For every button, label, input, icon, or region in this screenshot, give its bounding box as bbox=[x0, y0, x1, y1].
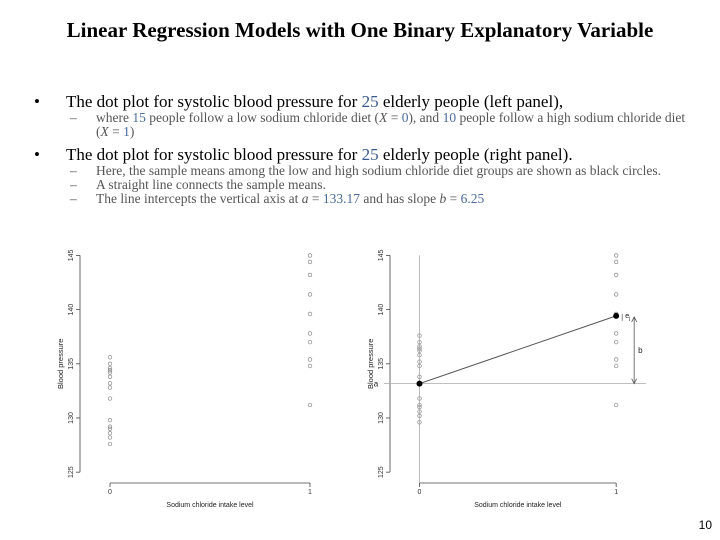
slope-label: b bbox=[638, 345, 643, 355]
sub-bullet-1-1 bbox=[34, 111, 694, 139]
math-symbol: b bbox=[439, 191, 447, 206]
text-run: A straight line connects the sample means. bbox=[96, 177, 326, 192]
bullet-1-text: The dot plot for systolic blood pressure for 25 elderly people (left panel), bbox=[66, 92, 564, 111]
y-axis-label: Blood pressure bbox=[56, 338, 65, 390]
text-run: where bbox=[96, 110, 133, 125]
math-symbol: a bbox=[301, 191, 309, 206]
data-point-high-sodium bbox=[614, 293, 618, 297]
x-tick-label: 0 bbox=[417, 489, 422, 496]
bullet-1 bbox=[34, 92, 694, 111]
data-point-low-sodium bbox=[108, 431, 112, 435]
text-run: = bbox=[446, 191, 461, 206]
data-point-low-sodium bbox=[108, 386, 112, 390]
data-point-high-sodium bbox=[614, 273, 618, 277]
data-point-high-sodium bbox=[614, 332, 618, 336]
data-point-low-sodium bbox=[108, 442, 112, 446]
y-tick-label: 125 bbox=[378, 466, 385, 479]
data-point-low-sodium bbox=[108, 427, 112, 431]
sub-bullet-text bbox=[96, 111, 694, 139]
text-run: Here, the sample means among the low and high sodium chloride diet groups are shown as black circles. bbox=[96, 163, 661, 178]
x-tick-label: 0 bbox=[108, 489, 112, 496]
bullet-2 bbox=[34, 145, 694, 164]
text-run: ), and bbox=[408, 110, 443, 125]
data-point-high-sodium bbox=[308, 332, 312, 336]
sample-size: 25 bbox=[361, 92, 379, 111]
data-point-high-sodium bbox=[308, 273, 312, 277]
sample-size: 25 bbox=[361, 145, 379, 164]
residual-subscript: j bbox=[629, 315, 631, 322]
data-point-low-sodium bbox=[108, 375, 112, 379]
y-tick-label: 135 bbox=[68, 357, 75, 370]
sub-bullet-2-3 bbox=[34, 192, 694, 206]
y-tick-label: 130 bbox=[68, 412, 75, 424]
data-point-high-sodium bbox=[308, 358, 312, 362]
highlight-value: 10 bbox=[442, 110, 457, 125]
data-point-high-sodium bbox=[308, 312, 312, 316]
data-point-high-sodium bbox=[308, 403, 312, 407]
text-run: = bbox=[108, 124, 124, 139]
highlight-value: 15 bbox=[132, 110, 146, 125]
data-point-high-sodium bbox=[614, 260, 618, 264]
sample-mean-low bbox=[417, 381, 423, 387]
text-run: people follow a low sodium chloride diet ( bbox=[145, 110, 380, 125]
y-tick-label: 140 bbox=[378, 303, 385, 316]
data-point-high-sodium bbox=[308, 293, 312, 297]
left-dot-plot bbox=[56, 240, 330, 522]
y-axis-label: Blood pressure bbox=[366, 338, 375, 390]
data-point-high-sodium bbox=[308, 254, 312, 258]
sub-bullet-dash: – bbox=[70, 163, 77, 178]
residual-label: e bbox=[625, 310, 630, 320]
intercept-label: a bbox=[373, 379, 379, 389]
data-point-low-sodium bbox=[108, 436, 112, 440]
bullet-list bbox=[34, 92, 694, 206]
sub-bullet-text bbox=[96, 192, 484, 206]
sub-bullet-dash: – bbox=[70, 191, 77, 206]
data-point-high-sodium bbox=[614, 340, 618, 344]
x-tick-label: 1 bbox=[308, 489, 312, 496]
text-run: = bbox=[308, 191, 323, 206]
x-axis-label: Sodium chloride intake level bbox=[474, 502, 562, 509]
math-symbol: X bbox=[379, 110, 388, 125]
data-point-high-sodium bbox=[614, 364, 618, 368]
right-dot-plot bbox=[362, 240, 662, 522]
y-tick-label: 135 bbox=[378, 357, 385, 370]
regression-line bbox=[420, 316, 617, 384]
data-point-high-sodium bbox=[308, 260, 312, 264]
sub-bullet-text bbox=[96, 164, 661, 178]
data-point-low-sodium bbox=[108, 381, 112, 385]
slide-title: Linear Regression Models with One Binary Explanatory Variable bbox=[66, 18, 654, 42]
text-run: people follow a high sodium chloride diet ( bbox=[96, 110, 686, 139]
data-point-high-sodium bbox=[308, 364, 312, 368]
sub-bullet-2-2 bbox=[34, 178, 694, 192]
text-run: ) bbox=[129, 124, 135, 139]
data-point-high-sodium bbox=[614, 254, 618, 258]
data-point-low-sodium bbox=[108, 371, 112, 375]
y-tick-label: 145 bbox=[68, 249, 75, 262]
bullet-2-text: The dot plot for systolic blood pressure for 25 elderly people (right panel). bbox=[66, 145, 573, 164]
data-point-low-sodium bbox=[108, 418, 112, 422]
x-tick-label: 1 bbox=[614, 489, 619, 496]
sub-bullet-2-1 bbox=[34, 164, 694, 178]
sub-bullet-dash: – bbox=[70, 110, 77, 125]
sub-bullet-dash: – bbox=[70, 177, 77, 192]
text-run: = bbox=[387, 110, 402, 125]
data-point-high-sodium bbox=[614, 358, 618, 362]
highlight-value: 6.25 bbox=[460, 191, 485, 206]
data-point-low-sodium bbox=[108, 355, 112, 359]
text-run: The line intercepts the vertical axis at bbox=[96, 191, 302, 206]
y-tick-label: 130 bbox=[378, 412, 385, 424]
highlight-value: 1 bbox=[123, 124, 130, 139]
text-run: and has slope bbox=[360, 191, 440, 206]
bullet-dot: • bbox=[34, 92, 40, 111]
y-tick-label: 125 bbox=[68, 466, 75, 479]
math-symbol: X bbox=[100, 124, 109, 139]
bullet-dot: • bbox=[34, 145, 40, 164]
x-axis-label: Sodium chloride intake level bbox=[166, 502, 254, 509]
highlight-value: 133.17 bbox=[322, 191, 361, 206]
data-point-low-sodium bbox=[108, 362, 112, 366]
highlight-value: 0 bbox=[401, 110, 409, 125]
data-point-high-sodium bbox=[308, 340, 312, 344]
data-point-high-sodium bbox=[614, 403, 618, 407]
y-tick-label: 140 bbox=[68, 303, 75, 316]
sub-bullet-text bbox=[96, 178, 326, 192]
sample-mean-high bbox=[613, 313, 619, 319]
page-number: 10 bbox=[698, 518, 712, 532]
y-tick-label: 145 bbox=[378, 249, 385, 262]
data-point-low-sodium bbox=[108, 397, 112, 401]
